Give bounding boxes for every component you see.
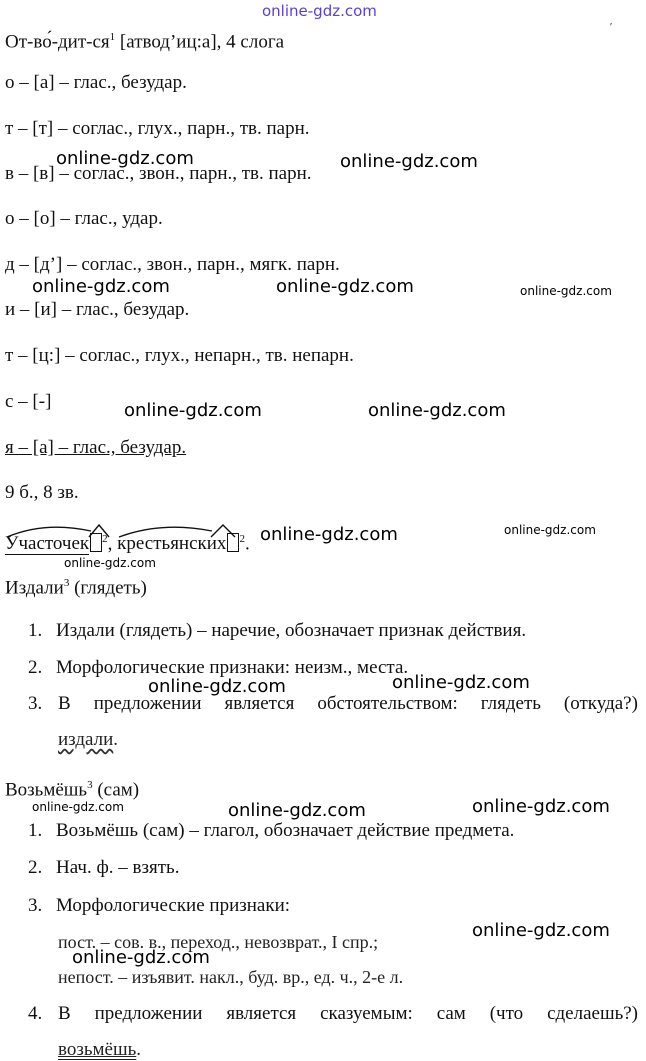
watermark: online-gdz.com — [520, 284, 612, 298]
list-item-number: 3. — [28, 693, 43, 714]
morphemic-line: Участочек $^2$, крестьянских $^2$. — [5, 528, 250, 555]
list-item-continuation: возьмёшь. — [58, 1039, 142, 1060]
phonetic-row: т – [ц:] – соглас., глух., непарн., тв. непарн. — [5, 345, 354, 366]
watermark: online-gdz.com — [32, 800, 124, 814]
watermark-top: online-gdz.com — [262, 2, 377, 20]
morphemic-word-1: Участочек — [5, 533, 102, 555]
phonetic-word: От-во́-дит-ся — [5, 31, 110, 53]
list-item-number: 4. — [28, 1003, 43, 1024]
constant-features: пост. – сов. в., переход., невозврат., I спр.; — [58, 932, 379, 952]
watermark: online-gdz.com — [32, 276, 170, 297]
morphemic-word-2: крестьянских — [117, 533, 239, 555]
watermark: online-gdz.com — [276, 276, 414, 297]
watermark: online-gdz.com — [504, 523, 596, 537]
list-item-justified: В предложении является обстоятельством: глядеть (откуда?) — [58, 693, 638, 714]
watermark: online-gdz.com — [148, 676, 286, 697]
watermark: online-gdz.com — [228, 800, 366, 821]
phonetic-row: о – [о] – глас., удар. — [5, 208, 163, 229]
phonetic-row: о – [а] – глас., безудар. — [5, 72, 187, 93]
nonconstant-features: непост. – изъявит. накл., буд. вр., ед. ч., 2-е л. — [58, 967, 404, 987]
phonetic-row: я – [а] – глас., безудар. — [5, 437, 187, 458]
watermark: online-gdz.com — [340, 151, 478, 172]
watermark: online-gdz.com — [72, 947, 210, 968]
watermark: online-gdz.com — [472, 920, 610, 941]
watermark: online-gdz.com — [392, 672, 530, 693]
footnote-sup: 2 — [102, 533, 108, 545]
watermark: online-gdz.com — [260, 524, 398, 545]
phonetic-row: и – [и] – глас., безудар. — [5, 299, 190, 320]
suffix-arc-icon — [5, 523, 115, 537]
list-item: 1. Издали (глядеть) – наречие, обозначает признак действия. — [28, 620, 527, 641]
list-item-continuation: издали. — [58, 729, 118, 750]
corner-mark: ′ — [610, 22, 613, 33]
phonetic-summary: 9 б., 8 зв. — [5, 482, 79, 503]
watermark: online-gdz.com — [368, 400, 506, 421]
suffix-arc-icon — [117, 523, 247, 537]
phonetic-row: в – [в] – соглас., звон., парн., тв. парн. — [5, 163, 312, 184]
phonetic-row: с – [-] — [5, 391, 52, 412]
phonetic-header — [5, 26, 284, 53]
watermark: online-gdz.com — [472, 796, 610, 817]
phonetic-row: д – [д’] – соглас., звон., парн., мягк. парн. — [5, 254, 340, 275]
izdali-title: Издали$^3$ (глядеть) — [5, 577, 147, 599]
phonetic-row: т – [т] – соглас., глух., парн., тв. парн. — [5, 118, 310, 139]
footnote-sup: 1 — [109, 31, 116, 43]
vozmesh-title: Возьмёшь$^3$ (сам) — [5, 779, 140, 801]
watermark: online-gdz.com — [64, 556, 156, 570]
list-item: 2. Нач. ф. – взять. — [28, 857, 180, 878]
list-item: 2. Морфологические признаки: неизм., места. — [28, 657, 409, 678]
watermark: online-gdz.com — [56, 148, 194, 169]
list-item: 1. Возьмёшь (сам) – глагол, обозначает действие предмета. — [28, 820, 515, 841]
list-item-justified: В предложении является сказуемым: сам (что сделаешь?) — [58, 1003, 638, 1024]
footnote-sup: 2 — [239, 533, 245, 545]
transcription: [атвод’иц:а], 4 слога — [115, 31, 285, 53]
list-item: 3. Морфологические признаки: — [28, 895, 291, 916]
watermark: online-gdz.com — [124, 400, 262, 421]
